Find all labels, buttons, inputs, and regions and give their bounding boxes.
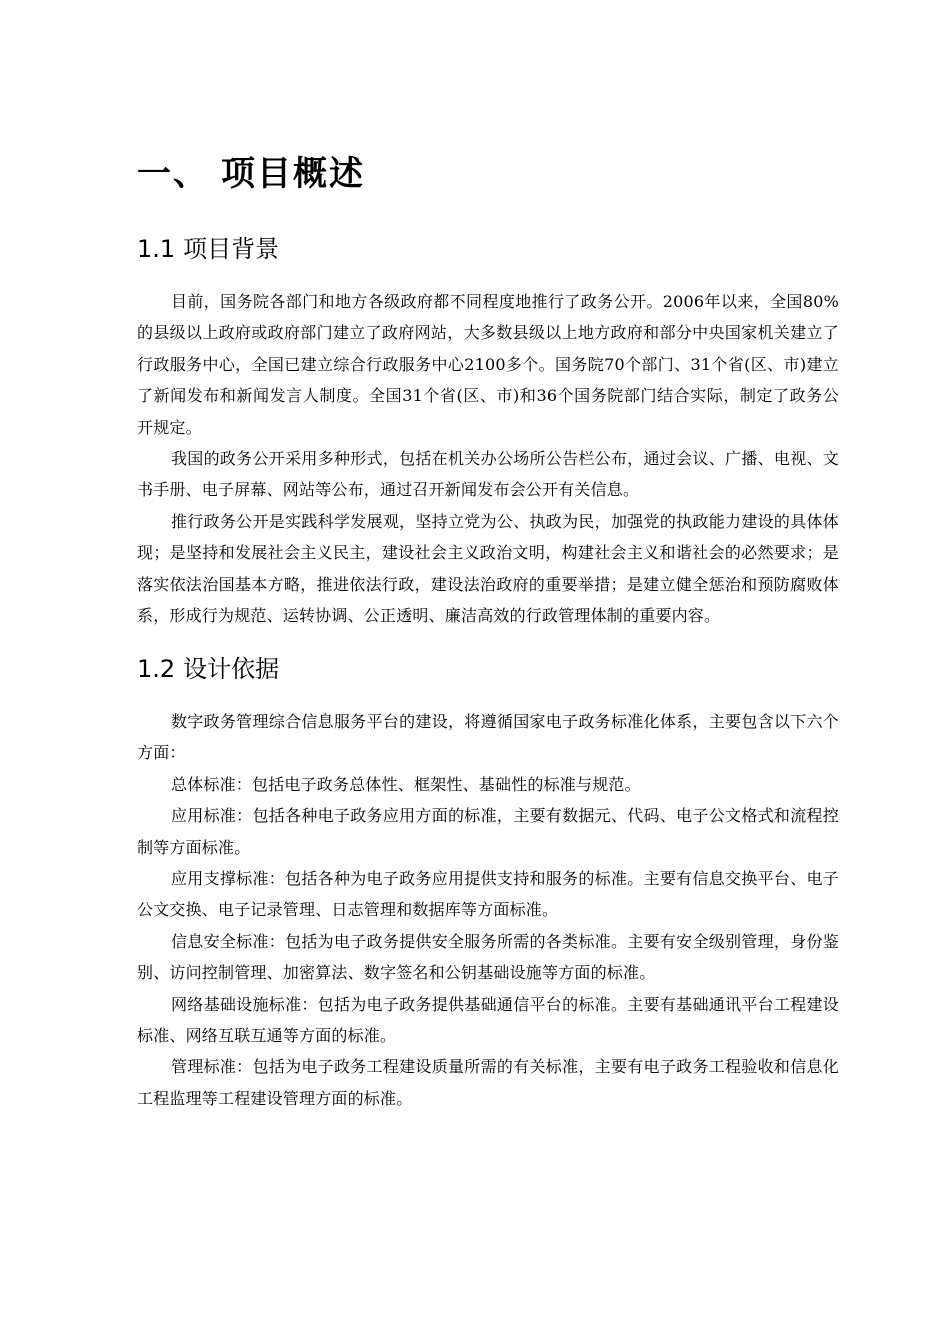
paragraph: 应用支撑标准：包括各种为电子政务应用提供支持和服务的标准。主要有信息交换平台、电子公文交换、电子记录管理、日志管理和数据库等方面标准。 (137, 869, 839, 920)
paragraph: 信息安全标准：包括为电子政务提供安全服务所需的各类标准。主要有安全级别管理，身份鉴别、访问控制管理、加密算法、数字签名和公钥基础设施等方面的标准。 (137, 931, 839, 983)
section-title: 设计依据 (183, 655, 280, 683)
chapter-heading (137, 150, 365, 198)
section-number: 1.1 (137, 235, 176, 263)
paragraph: 总体标准：包括电子政务总体性、框架性、基础性的标准与规范。 (171, 774, 641, 794)
chapter-number: 一、 (137, 154, 209, 194)
section-title: 项目背景 (183, 235, 280, 263)
paragraph: 管理标准：包括为电子政务工程建设质量所需的有关标准，主要有电子政务工程验收和信息化工程监理等工程建设管理方面的标准。 (137, 1057, 839, 1108)
paragraph: 应用标准：包括各种电子政务应用方面的标准，主要有数据元、代码、电子公文格式和流程控制等方面标准。 (137, 806, 839, 857)
section-body-design-basis (137, 706, 839, 1114)
paragraph: 我国的政务公开采用多种形式，包括在机关办公场所公告栏公布，通过会议、广播、电视、文书手册、电子屏幕、网站等公布，通过召开新闻发布会公开有关信息。 (137, 449, 839, 500)
section-heading-design-basis (137, 652, 279, 686)
paragraph: 数字政务管理综合信息服务平台的建设，将遵循国家电子政务标准化体系，主要包含以下六个方面： (137, 712, 839, 763)
chapter-title: 项目概述 (221, 154, 365, 194)
paragraph: 推行政务公开是实践科学发展观，坚持立党为公、执政为民，加强党的执政能力建设的具体体现；是坚持和发展社会主义民主，建设社会主义政治文明，构建社会主义和谐社会的必然要求；是落实依法治国基本方略，推进依法行政，建设法治政府的重要举措；是建立健全惩治和预防腐败体系，形成行为规范、运转协调、公正透明、廉洁高效的行政管理体制的重要内容。 (137, 511, 839, 626)
paragraph: 目前，国务院各部门和地方各级政府都不同程度地推行了政务公开。2006年以来，全国80%的县级以上政府或政府部门建立了政府网站，大多数县级以上地方政府和部分中央国家机关建立了行政服务中心，全国已建立综合行政服务中心2100多个。国务院70个部门、31个省(区、市)建立了新闻发布和新闻发言人制度。全国31个省(区、市)和36个国务院部门结合实际，制定了政务公开规定。 (137, 292, 839, 437)
section-heading-background (137, 232, 279, 266)
section-number: 1.2 (137, 655, 176, 683)
paragraph: 网络基础设施标准：包括为电子政务提供基础通信平台的标准。主要有基础通讯平台工程建设标准、网络互联互通等方面的标准。 (137, 994, 839, 1046)
section-body-background (137, 286, 839, 631)
